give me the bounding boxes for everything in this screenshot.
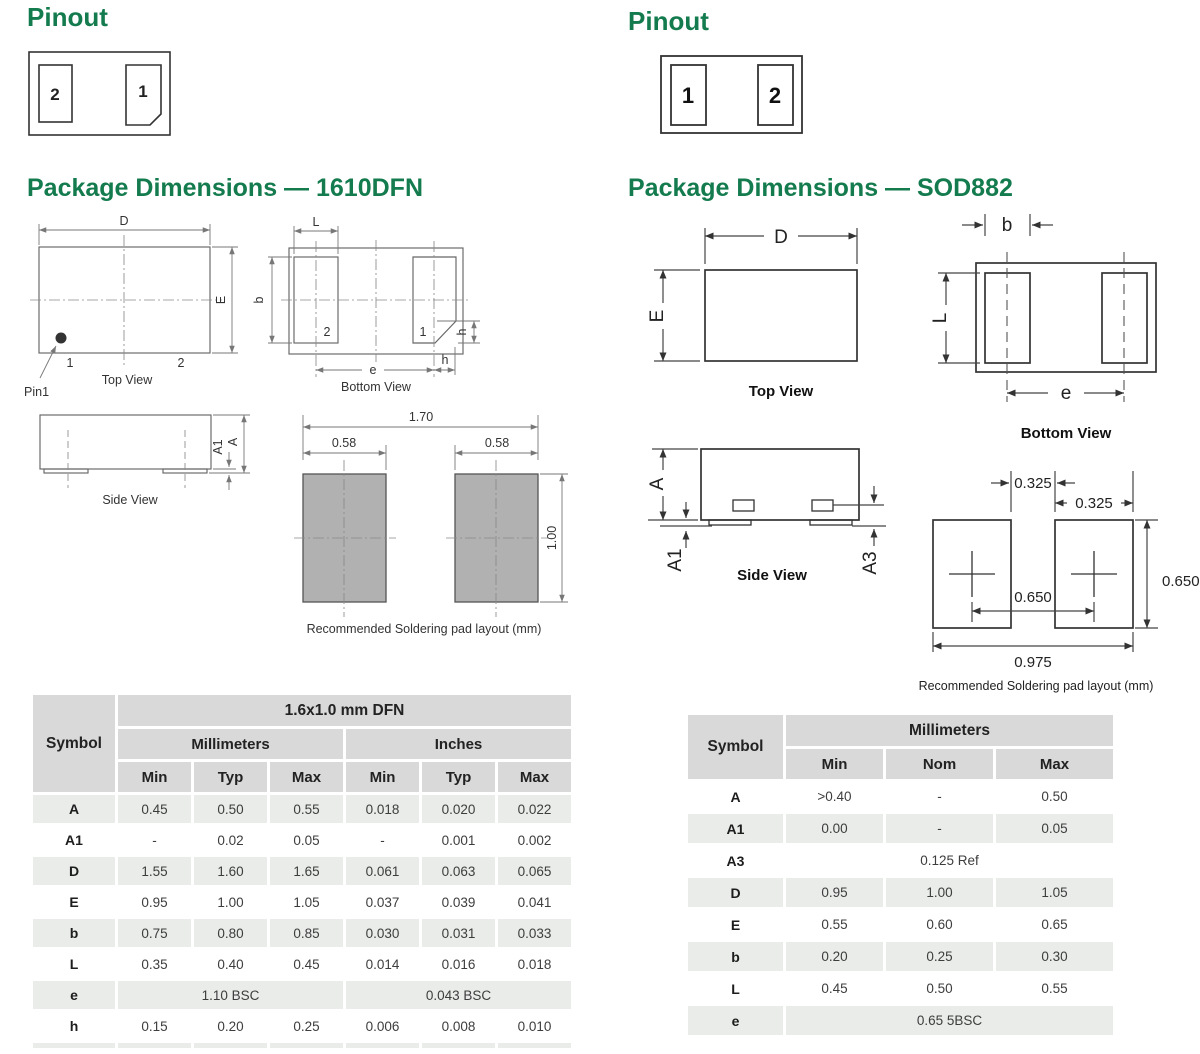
dim-a1-label: A1 — [665, 548, 686, 572]
total-width-value: 1.70 — [408, 410, 434, 424]
group-header-in: Inches — [346, 729, 571, 759]
value-cell — [118, 1043, 191, 1048]
table-row — [33, 981, 571, 1009]
value-cell: >0.40 — [786, 782, 883, 811]
value-cell: 0.25 — [886, 942, 993, 971]
pad-width-value: 0.325 — [1075, 495, 1113, 512]
symbol-cell: L — [688, 974, 783, 1003]
sod-pad-layout — [919, 471, 1200, 693]
pad-layout-caption: Recommended Soldering pad layout (mm) — [918, 679, 1154, 693]
pin-label: 1 — [138, 82, 148, 101]
symbol-cell: e — [33, 981, 115, 1009]
value-cell: 0.55 — [786, 910, 883, 939]
value-cell — [33, 1043, 115, 1048]
sod-top-view — [647, 227, 857, 400]
sod-side-view — [647, 449, 886, 584]
value-cell — [422, 1043, 495, 1048]
value-cell: 0.50 — [194, 795, 267, 823]
value-cell: 0.65 — [996, 910, 1113, 939]
col-header: Min — [786, 749, 883, 779]
value-cell: 1.60 — [194, 857, 267, 885]
value-cell: 0.80 — [194, 919, 267, 947]
value-cell: 0.033 — [498, 919, 571, 947]
section-title-1610dfn: Package Dimensions — 1610DFN — [27, 174, 423, 202]
col-header: Typ — [194, 762, 267, 792]
table-row — [33, 888, 571, 916]
value-cell — [270, 1043, 343, 1048]
symbol-cell: E — [33, 888, 115, 916]
total-width-value: 0.975 — [1014, 654, 1052, 671]
dim-b-label: b — [1001, 215, 1013, 236]
pad-width-value: 0.58 — [484, 436, 510, 450]
value-cell-span: 0.125 Ref — [786, 846, 1113, 875]
value-cell: - — [886, 782, 993, 811]
symbol-cell: b — [33, 919, 115, 947]
pinout-title-right: Pinout — [628, 6, 709, 36]
symbol-header-cell: Symbol — [33, 695, 115, 792]
gap-width-value: 0.325 — [1014, 475, 1052, 492]
dim-a-label: A — [647, 477, 668, 491]
sod-bottom-view — [930, 214, 1156, 442]
top-view-caption: Top View — [101, 373, 153, 387]
symbol-cell: h — [33, 1012, 115, 1040]
dim-h-side-label: h — [455, 328, 469, 336]
value-cell: 1.55 — [118, 857, 191, 885]
value-cell: 0.039 — [422, 888, 495, 916]
pitch-value: 0.650 — [1014, 589, 1052, 606]
group-header-mm: Millimeters — [118, 729, 343, 759]
table-row — [33, 795, 571, 823]
bottom-view-caption: Bottom View — [1020, 425, 1112, 442]
table-row — [688, 846, 1113, 875]
dim-a-label: A — [226, 437, 240, 447]
value-cell: 1.00 — [886, 878, 993, 907]
table-row — [688, 878, 1113, 907]
pad-width-value: 0.58 — [331, 436, 357, 450]
dfn-dimension-table — [30, 692, 574, 1051]
pin-number: 1 — [66, 356, 74, 370]
dim-d-label: D — [119, 214, 129, 228]
value-cell: 0.041 — [498, 888, 571, 916]
side-view-caption: Side View — [737, 567, 807, 584]
dfn-bottom-view — [252, 215, 480, 394]
bottom-view-caption: Bottom View — [341, 380, 411, 394]
value-cell: 0.010 — [498, 1012, 571, 1040]
value-cell: 0.95 — [786, 878, 883, 907]
value-cell — [346, 1043, 419, 1048]
value-cell: - — [886, 814, 993, 843]
value-cell — [498, 1043, 571, 1048]
value-cell — [194, 1043, 267, 1048]
value-cell: 0.05 — [270, 826, 343, 854]
table-row — [688, 942, 1113, 971]
table-row — [33, 826, 571, 854]
value-cell: 0.75 — [118, 919, 191, 947]
table-row — [688, 974, 1113, 1003]
value-cell: 0.008 — [422, 1012, 495, 1040]
dim-h-bottom-label: h — [441, 353, 449, 367]
value-cell: 0.037 — [346, 888, 419, 916]
table-header-row — [33, 695, 571, 726]
symbol-header-cell: Symbol — [688, 715, 783, 779]
symbol-cell: e — [688, 1006, 783, 1035]
value-cell: 0.20 — [194, 1012, 267, 1040]
pad-layout-caption: Recommended Soldering pad layout (mm) — [306, 622, 542, 636]
value-cell: 1.00 — [194, 888, 267, 916]
value-cell: 0.018 — [346, 795, 419, 823]
value-cell: - — [118, 826, 191, 854]
value-cell: 0.35 — [118, 950, 191, 978]
pinout-diagram-1610dfn — [27, 48, 177, 140]
value-cell-span: 1.10 BSC — [118, 981, 343, 1009]
value-cell: 0.063 — [422, 857, 495, 885]
value-cell-span: 0.65 5BSC — [786, 1006, 1113, 1035]
value-cell: 0.05 — [996, 814, 1113, 843]
pin-label: 1 — [681, 83, 695, 108]
value-cell: 0.020 — [422, 795, 495, 823]
dfn-top-view — [24, 214, 238, 399]
value-cell: 1.05 — [270, 888, 343, 916]
side-view-caption: Side View — [102, 493, 158, 507]
value-cell: 0.02 — [194, 826, 267, 854]
pinout-diagram-sod882 — [658, 53, 808, 138]
value-cell: 0.45 — [118, 795, 191, 823]
pin-label: 2 — [768, 83, 782, 108]
value-cell: 0.061 — [346, 857, 419, 885]
pin1-label: Pin1 — [24, 385, 50, 399]
col-header: Typ — [422, 762, 495, 792]
sod-dimension-table — [685, 712, 1116, 1038]
dim-l-label: L — [312, 215, 320, 229]
value-cell: 0.30 — [996, 942, 1113, 971]
symbol-cell: D — [33, 857, 115, 885]
pinout-title-left: Pinout — [27, 2, 108, 32]
value-cell: 0.014 — [346, 950, 419, 978]
value-cell: 0.016 — [422, 950, 495, 978]
section-title-sod882: Package Dimensions — SOD882 — [628, 174, 1013, 202]
dim-e-label: e — [1060, 383, 1072, 404]
value-cell: 0.85 — [270, 919, 343, 947]
symbol-cell: A1 — [688, 814, 783, 843]
value-cell: 1.65 — [270, 857, 343, 885]
symbol-cell: A — [688, 782, 783, 811]
top-view-caption: Top View — [748, 383, 814, 400]
value-cell: 0.45 — [270, 950, 343, 978]
value-cell-span: 0.043 BSC — [346, 981, 571, 1009]
table-row — [33, 857, 571, 885]
col-header: Max — [270, 762, 343, 792]
dfn-side-view — [40, 415, 250, 507]
value-cell: 0.002 — [498, 826, 571, 854]
table-row-clipped — [33, 1043, 571, 1048]
dim-e-label: E — [214, 295, 228, 305]
table-row — [688, 814, 1113, 843]
pad-number: 1 — [419, 325, 427, 339]
dim-a3-label: A3 — [860, 551, 881, 575]
value-cell: 0.20 — [786, 942, 883, 971]
table-title-cell: 1.6x1.0 mm DFN — [118, 695, 571, 726]
table-header-row — [688, 715, 1113, 746]
table-row — [688, 782, 1113, 811]
value-cell: 0.50 — [886, 974, 993, 1003]
col-header: Min — [118, 762, 191, 792]
value-cell: 0.15 — [118, 1012, 191, 1040]
col-header: Min — [346, 762, 419, 792]
symbol-cell: E — [688, 910, 783, 939]
dim-e-label: e — [369, 363, 377, 377]
col-header: Nom — [886, 749, 993, 779]
value-cell: 0.006 — [346, 1012, 419, 1040]
table-row — [688, 910, 1113, 939]
symbol-cell: L — [33, 950, 115, 978]
value-cell: 0.45 — [786, 974, 883, 1003]
dim-a1-label: A1 — [211, 439, 225, 455]
col-header: Max — [996, 749, 1113, 779]
symbol-cell: A — [33, 795, 115, 823]
value-cell: - — [346, 826, 419, 854]
value-cell: 0.55 — [270, 795, 343, 823]
value-cell: 0.001 — [422, 826, 495, 854]
symbol-cell: b — [688, 942, 783, 971]
value-cell: 0.95 — [118, 888, 191, 916]
value-cell: 0.065 — [498, 857, 571, 885]
value-cell: 0.55 — [996, 974, 1113, 1003]
value-cell: 0.022 — [498, 795, 571, 823]
value-cell: 0.031 — [422, 919, 495, 947]
drawings-1610dfn — [20, 205, 600, 660]
pad-height-value: 0.650 — [1162, 573, 1200, 590]
value-cell: 0.030 — [346, 919, 419, 947]
value-cell: 0.018 — [498, 950, 571, 978]
dim-l-label: L — [930, 312, 951, 324]
symbol-cell: D — [688, 878, 783, 907]
table-row — [33, 1012, 571, 1040]
value-cell: 0.25 — [270, 1012, 343, 1040]
value-cell: 0.00 — [786, 814, 883, 843]
value-cell: 0.50 — [996, 782, 1113, 811]
pin-label: 2 — [50, 85, 60, 104]
table-row — [33, 950, 571, 978]
pad-height-value: 1.00 — [545, 525, 559, 551]
dfn-pad-layout — [294, 410, 568, 636]
table-row — [33, 919, 571, 947]
value-cell: 1.05 — [996, 878, 1113, 907]
table-row — [688, 1006, 1113, 1035]
dim-b-label: b — [252, 296, 266, 304]
symbol-cell: A1 — [33, 826, 115, 854]
drawings-sod882 — [620, 200, 1200, 700]
group-header-mm: Millimeters — [786, 715, 1113, 746]
dim-e-label: E — [647, 309, 668, 323]
value-cell: 0.40 — [194, 950, 267, 978]
pad-number: 2 — [323, 325, 331, 339]
symbol-cell: A3 — [688, 846, 783, 875]
pin-number: 2 — [177, 356, 185, 370]
value-cell: 0.60 — [886, 910, 993, 939]
dim-d-label: D — [774, 227, 788, 248]
col-header: Max — [498, 762, 571, 792]
pin1-dot — [56, 333, 67, 344]
